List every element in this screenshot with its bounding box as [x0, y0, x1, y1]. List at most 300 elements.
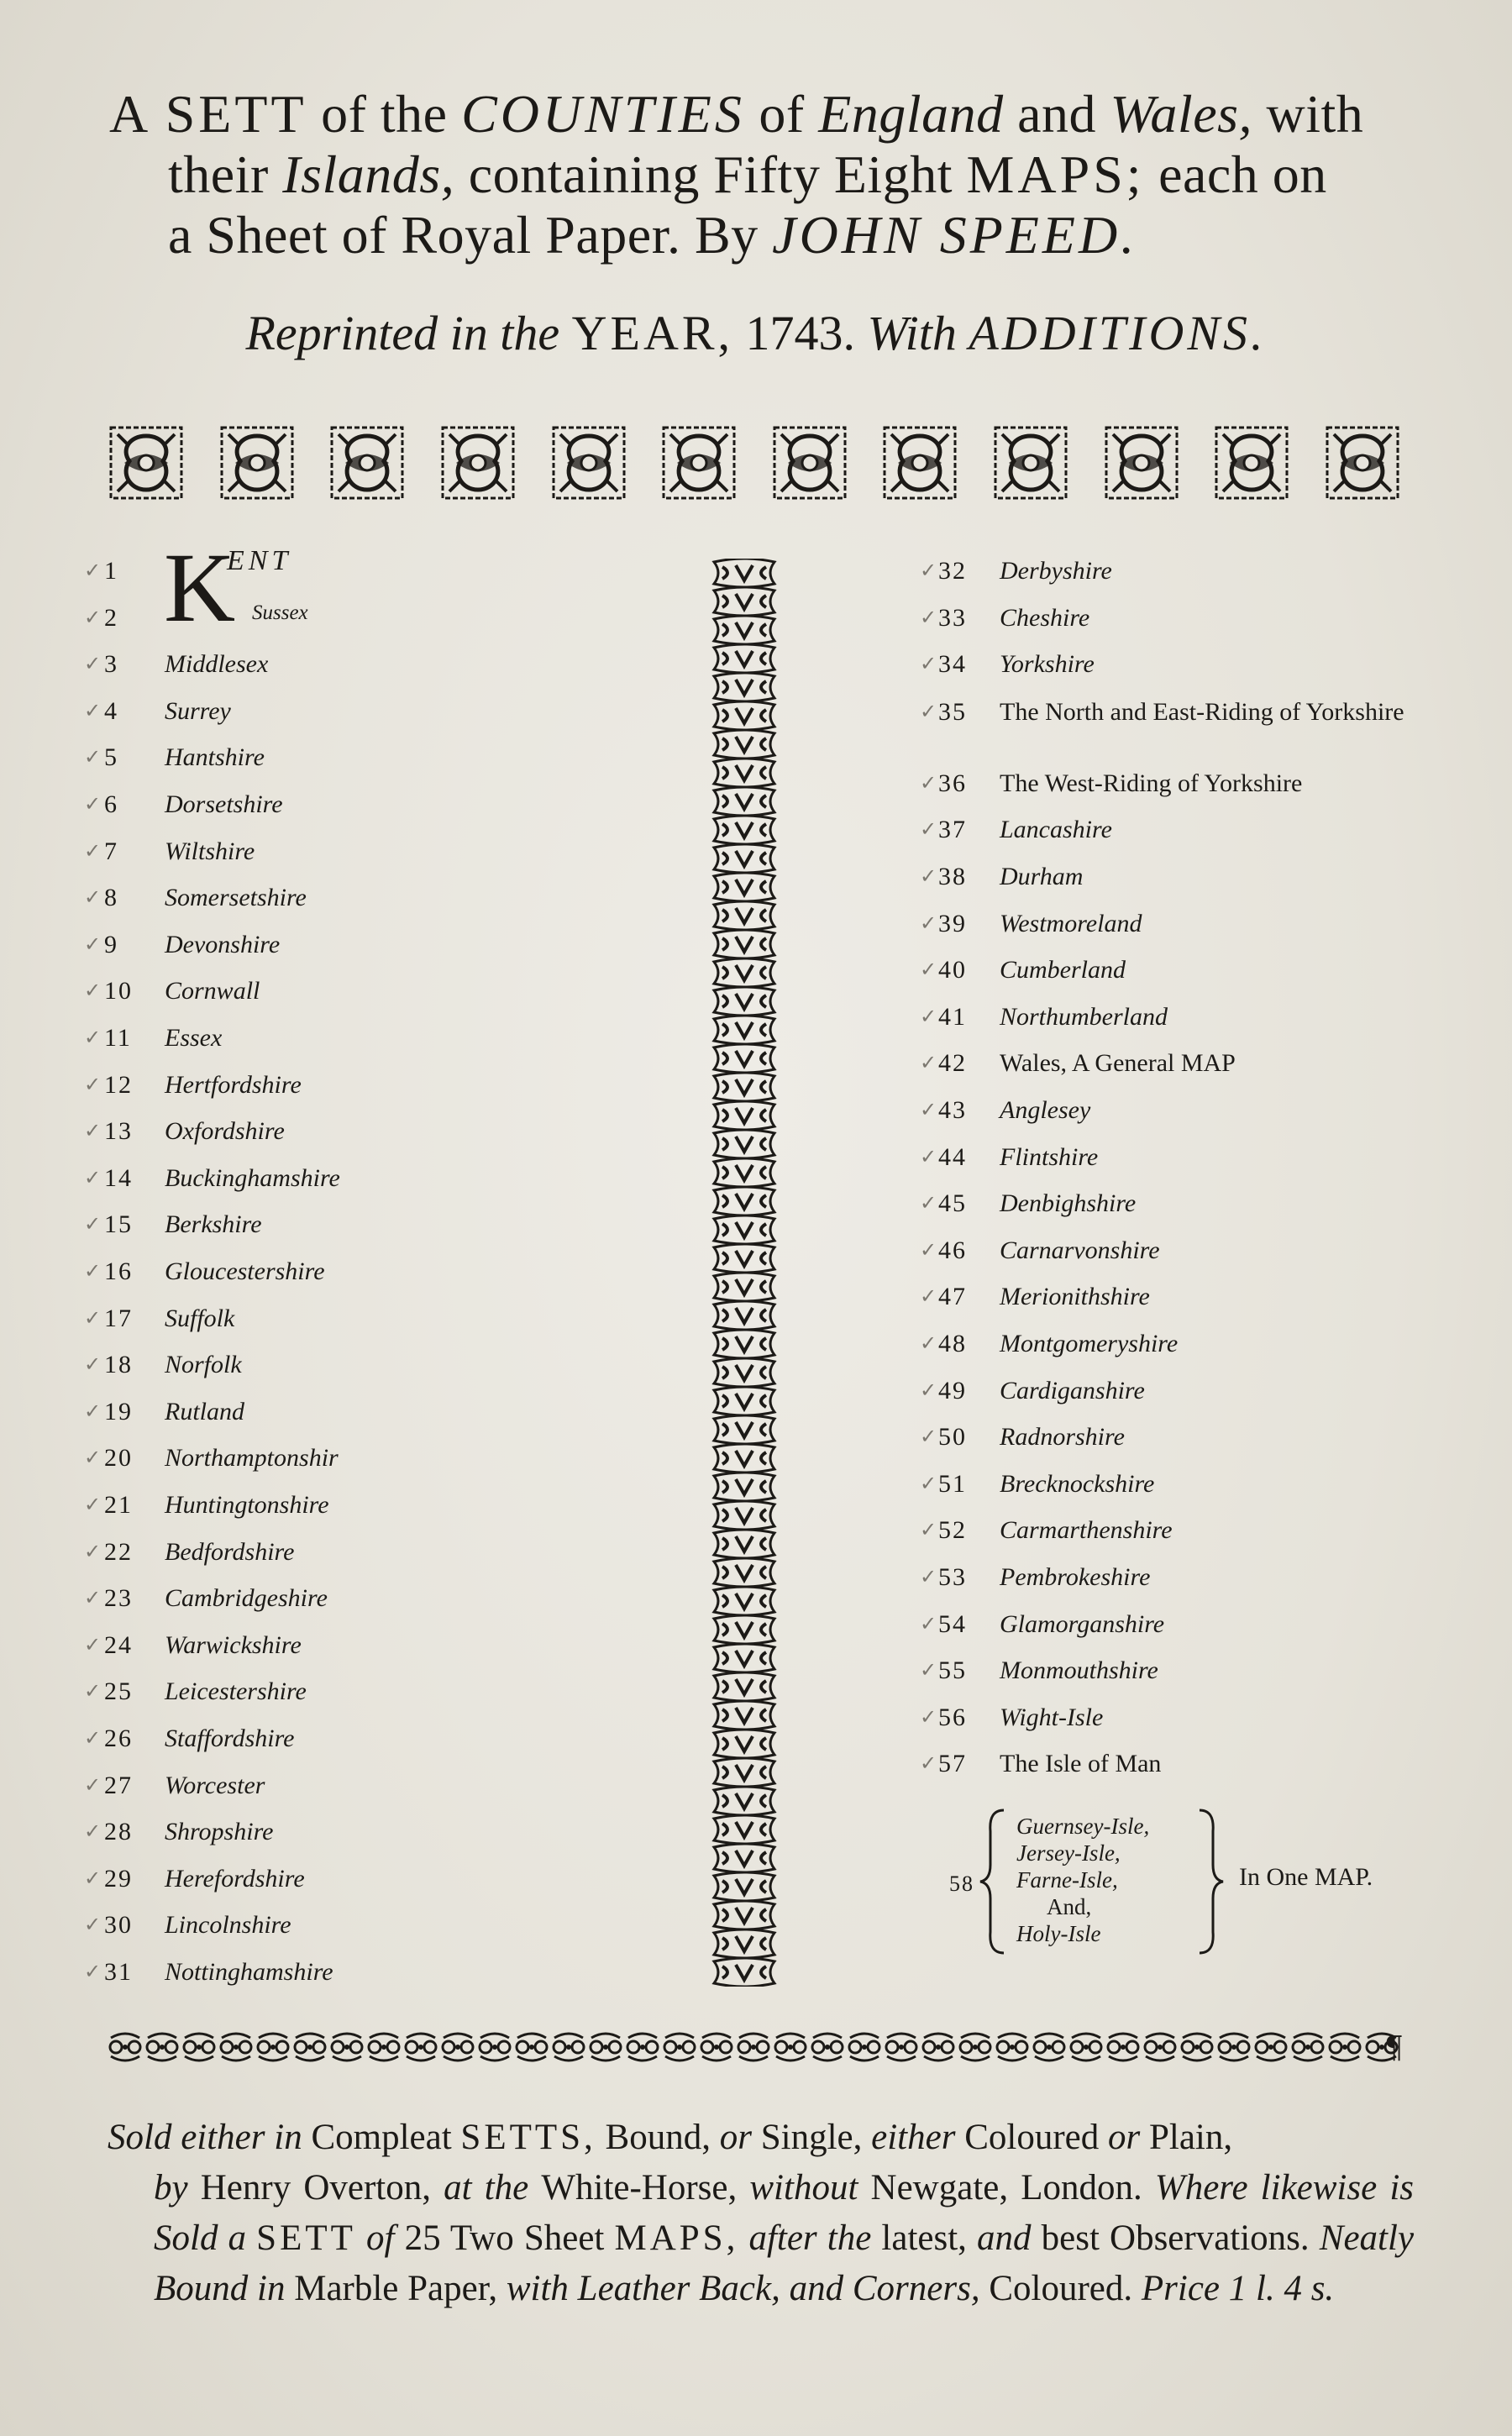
entry-number: 45: [938, 1189, 967, 1218]
entry-number: 28: [104, 1818, 133, 1846]
county-name: Denbighshire: [1000, 1189, 1137, 1218]
county-name: Flintshire: [1000, 1142, 1099, 1171]
text-run: Sold either in: [108, 2118, 312, 2157]
county-entry: [920, 690, 1441, 766]
county-entry: [920, 1416, 1441, 1458]
entry-number: 56: [938, 1703, 967, 1731]
entry-number: 57: [938, 1750, 967, 1778]
pencil-tick-mark: ✓: [920, 959, 937, 982]
entry-number: 35: [938, 697, 967, 726]
text-run: at the: [444, 2168, 542, 2208]
entry-number: 52: [938, 1516, 967, 1545]
fleuron-ornament: [881, 424, 958, 501]
county-name: Brecknockshire: [1000, 1469, 1155, 1498]
county-name: Cheshire: [1000, 603, 1090, 632]
entry-number: 53: [938, 1563, 967, 1591]
entry-number: 54: [938, 1609, 967, 1638]
pencil-tick-mark: ✓: [920, 1239, 937, 1262]
county-name: Norfolk: [165, 1351, 242, 1379]
county-entry: [84, 784, 672, 826]
county-name: Rutland: [165, 1397, 244, 1425]
pencil-tick-mark: ✓: [84, 1867, 102, 1890]
entry-number: 14: [104, 1163, 133, 1192]
county-entry: [920, 597, 1441, 639]
county-name: Middlesex: [165, 650, 269, 679]
text-run: 1743.: [733, 306, 868, 360]
entry-number: 21: [104, 1491, 133, 1519]
center-ornament-column: [707, 559, 781, 1987]
county-entry: [920, 643, 1441, 685]
text-run: by: [154, 2168, 201, 2208]
text-run: With: [867, 306, 969, 360]
left-brace: [979, 1806, 1012, 1957]
pencil-tick-mark: ✓: [920, 866, 937, 888]
pencil-tick-mark: ✓: [920, 606, 937, 629]
county-entry: [84, 1437, 672, 1479]
county-entry: [920, 1463, 1441, 1505]
text-run: a Sheet of Royal Paper. By: [168, 205, 773, 265]
county-name: Glamorganshire: [1000, 1609, 1165, 1638]
entry-number: 48: [938, 1330, 967, 1357]
text-run: after the: [738, 2218, 882, 2258]
county-entry: [920, 1697, 1441, 1739]
in-one-map-label: In One MAP.: [1239, 1863, 1373, 1891]
entry-number: 22: [104, 1537, 133, 1566]
isle-name: Holy-Isle: [1016, 1921, 1101, 1946]
svg-text:¶: ¶: [1384, 2031, 1404, 2066]
pencil-tick-mark: ✓: [84, 1074, 102, 1096]
county-name: Huntingtonshire: [165, 1491, 329, 1519]
text-run: JOHN SPEED.: [772, 205, 1138, 265]
text-run: best Observations.: [1031, 2218, 1320, 2258]
text-run: containing Fifty Eight: [454, 144, 967, 204]
county-entry: [84, 1671, 672, 1713]
text-run: Reprinted in the: [245, 306, 572, 360]
fleuron-ornament: [328, 424, 406, 501]
entry-number: 17: [104, 1304, 133, 1332]
title-line-2: [109, 144, 1420, 205]
county-name: Derbyshire: [1000, 557, 1112, 585]
county-entry: [84, 1765, 672, 1807]
text-run: YEAR,: [571, 306, 734, 360]
text-run: Newgate, London.: [870, 2168, 1155, 2208]
pencil-tick-mark: ✓: [84, 1541, 102, 1563]
fleuron-ornament: [660, 424, 738, 501]
county-entry: [84, 1625, 672, 1667]
pencil-tick-mark: ✓: [920, 1426, 937, 1449]
entry-number: 50: [938, 1423, 967, 1452]
isle-name: Guernsey-Isle,: [1016, 1814, 1150, 1839]
entry-number: 8: [104, 884, 118, 912]
text-run: of: [355, 2218, 405, 2258]
entry-number: 39: [938, 909, 967, 937]
pencil-tick-mark: ✓: [84, 887, 102, 910]
county-entry: [920, 1230, 1441, 1272]
text-run: COUNTIES: [461, 84, 745, 144]
county-name: Carnarvonshire: [1000, 1236, 1160, 1264]
county-entry: [84, 597, 672, 639]
county-name: Anglesey: [1000, 1096, 1091, 1124]
county-name: Monmouthshire: [1000, 1656, 1158, 1685]
text-run: White-Horse,: [541, 2168, 750, 2208]
fleuron-ornament: [108, 424, 185, 501]
pencil-tick-mark: ✓: [84, 1961, 102, 1983]
text-run: Bound,: [596, 2118, 720, 2157]
pencil-tick-mark: ✓: [84, 1307, 102, 1330]
text-run: Plain,: [1140, 2118, 1233, 2157]
county-entry: [920, 1604, 1441, 1646]
county-name: The Isle of Man: [1000, 1750, 1162, 1778]
county-name: Bedfordshire: [165, 1537, 295, 1566]
county-name: Staffordshire: [165, 1725, 295, 1752]
text-run: Neatly Bound in: [154, 2218, 1415, 2308]
text-run: of: [744, 84, 819, 144]
county-entry: [84, 1578, 672, 1620]
county-entry: [84, 1017, 672, 1059]
pencil-tick-mark: ✓: [920, 1613, 937, 1635]
text-run: of the: [307, 84, 462, 144]
county-name: Durham: [1000, 863, 1084, 890]
county-name: Shropshire: [165, 1818, 274, 1846]
text-run: Where likewise is Sold a: [154, 2168, 1415, 2258]
county-entry: [920, 763, 1441, 805]
county-name: Wiltshire: [165, 837, 255, 865]
county-name: Oxfordshire: [165, 1117, 285, 1146]
pencil-tick-mark: ✓: [84, 654, 102, 676]
county-entry: [920, 1276, 1441, 1318]
county-name: Somersetshire: [165, 884, 307, 912]
county-entry: [84, 1298, 672, 1340]
entry-number: 49: [938, 1376, 967, 1404]
entry-number: 16: [104, 1257, 133, 1285]
kent-small-caps: ENT: [227, 545, 292, 576]
county-name: Cardiganshire: [1000, 1376, 1145, 1404]
pencil-tick-mark: ✓: [84, 1214, 102, 1236]
entry-number: 11: [104, 1024, 132, 1052]
fleuron-ornament: [218, 424, 296, 501]
entry-number: 5: [104, 743, 118, 772]
pencil-tick-mark: ✓: [84, 1121, 102, 1143]
entry-number: 4: [104, 696, 118, 725]
text-run: Coloured.: [989, 2269, 1142, 2308]
county-entry: [84, 1718, 672, 1760]
county-name: Devonshire: [165, 930, 281, 958]
pencil-tick-mark: ✓: [84, 933, 102, 956]
fleuron-ornament: [771, 424, 848, 501]
county-name: Carmarthenshire: [1000, 1516, 1173, 1545]
county-entry: [84, 690, 672, 732]
imprint-text: [108, 2113, 1414, 2314]
entry-number: 12: [104, 1070, 133, 1099]
reprint-subtitle: [0, 304, 1512, 363]
county-entry: [84, 1858, 672, 1900]
entry-number: 2: [104, 603, 118, 632]
county-name: The West-Riding of Yorkshire: [1000, 769, 1303, 797]
county-entry: [84, 643, 672, 685]
pencil-tick-mark: ✓: [84, 1354, 102, 1377]
ornament-row: [108, 424, 1401, 504]
pencil-tick-mark: ✓: [920, 819, 937, 842]
entry-number: 42: [938, 1049, 967, 1078]
county-name: Cumberland: [1000, 956, 1126, 984]
text-run: or: [719, 2118, 752, 2157]
pencil-tick-mark: ✓: [84, 747, 102, 769]
fleuron-ornament: [992, 424, 1069, 501]
entry-number: 37: [938, 816, 967, 844]
county-name: Wales, A General MAP: [1000, 1049, 1236, 1078]
pencil-tick-mark: ✓: [84, 700, 102, 722]
page-title: [109, 84, 1420, 265]
pencil-tick-mark: ✓: [920, 1333, 937, 1355]
text-run: and: [977, 2218, 1032, 2258]
imprint-line-1: [108, 2113, 1414, 2163]
text-run: Coloured: [955, 2118, 1108, 2157]
fleuron-ornament: [550, 424, 627, 501]
county-name: Warwickshire: [165, 1630, 302, 1659]
county-entry: [84, 1531, 672, 1573]
entry-number: 1: [104, 557, 118, 585]
entry-number: 44: [938, 1142, 967, 1171]
county-entry: [920, 903, 1441, 945]
pencil-tick-mark: ✓: [84, 1447, 102, 1470]
pencil-tick-mark: ✓: [920, 1753, 937, 1776]
entry-number: 20: [104, 1444, 133, 1473]
county-entry: [84, 831, 672, 873]
pencil-tick-mark: ✓: [84, 980, 102, 1003]
text-run: Price 1 l. 4 s.: [1141, 2269, 1335, 2308]
county-name: Gloucestershire: [165, 1257, 325, 1285]
county-name: Cambridgeshire: [165, 1584, 328, 1613]
county-name: Yorkshire: [1000, 650, 1095, 679]
county-name: Herefordshire: [165, 1864, 305, 1893]
isles-list: [1016, 1813, 1149, 1947]
county-name: Nottinghamshire: [165, 1958, 333, 1986]
entry-number: 34: [938, 650, 967, 679]
pencil-tick-mark: ✓: [84, 1588, 102, 1610]
entry-number: 55: [938, 1656, 967, 1685]
text-run: SETTS,: [460, 2118, 596, 2157]
county-entry: [920, 1557, 1441, 1599]
text-run: ADDITIONS.: [969, 306, 1267, 360]
county-entry: [920, 1183, 1441, 1225]
entry-number: 32: [938, 557, 967, 585]
item-58-isles: [949, 1806, 1420, 1957]
text-run: with Leather Back, and Corners,: [506, 2269, 990, 2308]
text-run: latest,: [881, 2218, 978, 2258]
entry-number: 51: [938, 1469, 967, 1498]
text-run: with: [1252, 84, 1364, 144]
title-line-3: [109, 205, 1420, 265]
pencil-tick-mark: ✓: [920, 1379, 937, 1402]
entry-number: 10: [104, 977, 133, 1005]
county-name: Northumberland: [1000, 1002, 1168, 1031]
county-entry: [84, 1951, 672, 1993]
text-run: or: [1107, 2118, 1141, 2157]
pencil-tick-mark: ✓: [84, 1261, 102, 1283]
fleuron-ornament: [1324, 424, 1401, 501]
county-entry: [920, 1650, 1441, 1692]
county-entry: [920, 1509, 1441, 1551]
entry-number: 6: [104, 790, 118, 818]
pencil-tick-mark: ✓: [920, 1146, 937, 1168]
pencil-tick-mark: ✓: [920, 1053, 937, 1075]
entry-number: 47: [938, 1283, 967, 1311]
county-name: Leicestershire: [165, 1677, 307, 1706]
pencil-tick-mark: ✓: [84, 606, 102, 629]
entry-number: 43: [938, 1096, 967, 1124]
county-name: Dorsetshire: [165, 790, 283, 818]
title-line-1: [109, 84, 1420, 144]
pencil-tick-mark: ✓: [84, 1821, 102, 1844]
text-run: each on: [1144, 144, 1327, 204]
pencil-tick-mark: ✓: [84, 840, 102, 863]
county-entry: [920, 1323, 1441, 1365]
entry-number: 3: [104, 650, 118, 679]
county-entry: [920, 949, 1441, 991]
county-name: Merionithshire: [1000, 1283, 1150, 1311]
entry-number: 31: [104, 1958, 133, 1986]
entry-number: 40: [938, 956, 967, 984]
entry-number: 27: [104, 1771, 133, 1799]
pencil-tick-mark: ✓: [84, 1167, 102, 1189]
county-name: Berkshire: [165, 1210, 262, 1239]
county-name: Wight-Isle: [1000, 1703, 1104, 1731]
text-run: Marble Paper,: [294, 2269, 507, 2308]
isle-name: Farne-Isle,: [1016, 1867, 1118, 1893]
text-run: 25 Two Sheet: [404, 2218, 615, 2258]
pencil-tick-mark: ✓: [84, 1634, 102, 1656]
pencil-tick-mark: ✓: [920, 654, 937, 676]
county-entry: [84, 1251, 672, 1293]
county-entry: [920, 809, 1441, 851]
text-run: without: [749, 2168, 871, 2208]
pencil-tick-mark: ✓: [920, 1706, 937, 1729]
entry-number: 19: [104, 1397, 133, 1425]
county-name: Lancashire: [1000, 816, 1112, 844]
pencil-tick-mark: ✓: [920, 1520, 937, 1542]
pencil-tick-mark: ✓: [84, 1400, 102, 1423]
entry-number: 41: [938, 1002, 967, 1031]
county-entry: [84, 1064, 672, 1106]
text-run: MAPS,: [614, 2218, 739, 2258]
county-entry: [920, 1137, 1441, 1179]
county-entry: [84, 737, 672, 779]
county-entry: [84, 1110, 672, 1152]
county-name: Lincolnshire: [165, 1911, 291, 1940]
text-run: Single,: [751, 2118, 872, 2157]
county-name: Essex: [165, 1024, 223, 1052]
county-entry: [84, 1484, 672, 1526]
entry-number: 30: [104, 1911, 133, 1940]
county-name: Westmoreland: [1000, 909, 1142, 937]
pencil-tick-mark: ✓: [920, 1660, 937, 1683]
pencil-tick-mark: ✓: [920, 1100, 937, 1121]
county-name: Northamptonshir: [165, 1444, 339, 1473]
pencil-tick-mark: ✓: [920, 1005, 937, 1028]
text-run: Islands,: [282, 144, 455, 204]
county-name: Hertfordshire: [165, 1070, 302, 1099]
pencil-tick-mark: ✓: [84, 1774, 102, 1797]
entry-number: 24: [104, 1630, 133, 1659]
pencil-tick-mark: ✓: [84, 1681, 102, 1704]
county-name: Pembrokeshire: [1000, 1563, 1151, 1591]
county-entry: [84, 1811, 672, 1853]
county-entry: [84, 924, 672, 966]
county-entry: [84, 877, 672, 919]
entry-number: 29: [104, 1864, 133, 1893]
entry-number: 23: [104, 1584, 133, 1613]
county-entry: [920, 550, 1441, 592]
imprint-body: [108, 2163, 1414, 2314]
isle-name: And,: [1047, 1894, 1092, 1919]
county-name: Sussex: [252, 601, 308, 624]
county-entry: [920, 856, 1441, 898]
bottom-ornament-band: [108, 2026, 1410, 2068]
pencil-tick-mark: ✓: [84, 1494, 102, 1516]
text-run: Wales,: [1110, 84, 1252, 144]
county-name: Radnorshire: [1000, 1423, 1125, 1452]
entry-number: 25: [104, 1677, 133, 1706]
county-name: Hantshire: [165, 743, 265, 772]
pencil-tick-mark: ✓: [920, 912, 937, 935]
pencil-tick-mark: ✓: [920, 1567, 937, 1588]
pencil-tick-mark: ✓: [920, 1473, 937, 1495]
fleuron-ornament: [1213, 424, 1290, 501]
county-entry: [920, 1370, 1441, 1412]
isle-name: Jersey-Isle,: [1016, 1840, 1121, 1866]
county-name: Surrey: [165, 696, 231, 725]
entry-number: 26: [104, 1725, 133, 1752]
item-58-number: 58: [949, 1872, 974, 1896]
county-entry: [84, 1391, 672, 1433]
text-run: and: [1003, 84, 1110, 144]
pencil-tick-mark: ✓: [84, 1027, 102, 1049]
text-run: England: [818, 84, 1004, 144]
pencil-tick-mark: ✓: [920, 772, 937, 795]
pencil-tick-mark: ✓: [84, 1728, 102, 1750]
county-entry: [84, 1158, 672, 1200]
county-entry: [84, 1344, 672, 1386]
county-entry: [84, 970, 672, 1012]
county-entry: [84, 1204, 672, 1246]
county-entry: [920, 1743, 1441, 1785]
pencil-tick-mark: ✓: [84, 794, 102, 816]
text-run: Compleat: [311, 2118, 461, 2157]
entry-number: 7: [104, 837, 118, 865]
text-run: A SETT: [109, 84, 307, 144]
county-name: Montgomeryshire: [1000, 1330, 1179, 1357]
text-run: MAPS;: [966, 144, 1145, 204]
county-entry: [920, 1042, 1441, 1084]
county-name: Worcester: [165, 1771, 265, 1799]
pencil-tick-mark: ✓: [920, 1286, 937, 1309]
text-run: Henry Overton,: [200, 2168, 444, 2208]
entry-number: 15: [104, 1210, 133, 1239]
county-name: Cornwall: [165, 977, 260, 1005]
county-entry: [920, 996, 1441, 1038]
county-name: Buckinghamshire: [165, 1163, 340, 1192]
county-name: The North and East-Riding of Yorkshire: [1000, 697, 1404, 726]
text-run: either: [871, 2118, 956, 2157]
entry-number: 33: [938, 603, 967, 632]
fleuron-ornament: [439, 424, 517, 501]
text-run: SETT: [256, 2218, 356, 2258]
right-brace: [1193, 1806, 1226, 1957]
text-run: their: [168, 144, 283, 204]
county-entry: [84, 1904, 672, 1946]
entry-number: 46: [938, 1236, 967, 1264]
pencil-tick-mark: ✓: [84, 560, 102, 582]
